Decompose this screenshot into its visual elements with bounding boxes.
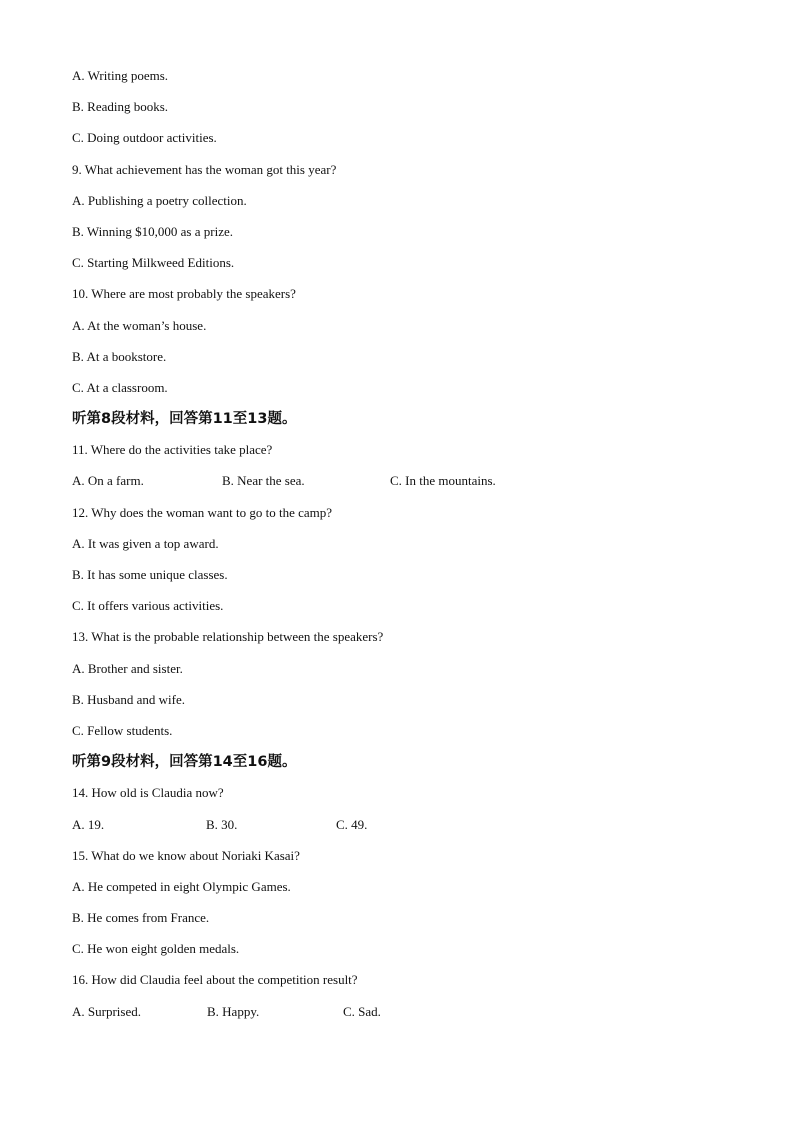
q11-options <box>72 471 752 502</box>
q13-question: 13. What is the probable relationship between the speakers? <box>72 629 384 645</box>
q13-option-b: B. Husband and wife. <box>72 691 186 707</box>
q13-option-c: C. Fellow students. <box>72 722 173 738</box>
q16-option-c: C. Sad. <box>343 1003 381 1019</box>
q8-option-b: B. Reading books. <box>72 99 169 115</box>
section-8-heading: 听第8段材料，回答第11至13题。 <box>72 411 297 428</box>
q8-option-a: A. Writing poems. <box>72 68 169 83</box>
q14-options <box>72 815 752 846</box>
q11-option-a: A. On a farm. <box>72 473 144 489</box>
q10-question: 10. Where are most probably the speakers? <box>72 286 296 302</box>
q14-option-b: B. 30. <box>206 816 238 832</box>
q12-option-c: C. It offers various activities. <box>72 598 224 614</box>
q9-option-b: B. Winning $10,000 as a prize. <box>72 223 233 239</box>
q11-option-c: C. In the mountains. <box>390 473 496 489</box>
q14-option-c: C. 49. <box>336 816 368 832</box>
q9-option-a: A. Publishing a poetry collection. <box>72 192 247 208</box>
q11-option-b: B. Near the sea. <box>222 473 305 489</box>
q9-option-c: C. Starting Milkweed Editions. <box>72 255 235 271</box>
q13-option-a: A. Brother and sister. <box>72 660 183 676</box>
q15-option-a: A. He competed in eight Olympic Games. <box>72 878 291 894</box>
q14-question: 14. How old is Claudia now? <box>72 785 224 801</box>
q15-option-c: C. He won eight golden medals. <box>72 941 240 957</box>
q16-options <box>72 1002 752 1033</box>
q12-question: 12. Why does the woman want to go to the camp? <box>72 504 333 520</box>
q12-option-a: A. It was given a top award. <box>72 535 219 551</box>
q16-option-b: B. Happy. <box>207 1003 260 1019</box>
section-9-heading: 听第9段材料，回答第14至16题。 <box>72 754 297 771</box>
q14-option-a: A. 19. <box>72 816 105 832</box>
q16-option-a: A. Surprised. <box>72 1003 141 1019</box>
q12-option-b: B. It has some unique classes. <box>72 567 228 582</box>
q10-option-c: C. At a classroom. <box>72 379 168 395</box>
q11-question: 11. Where do the activities take place? <box>72 442 273 458</box>
q15-option-b: B. He comes from France. <box>72 910 210 926</box>
document-page <box>72 66 752 1033</box>
q10-option-b: B. At a bookstore. <box>72 348 167 364</box>
q8-option-c: C. Doing outdoor activities. <box>72 130 217 146</box>
q9-question: 9. What achievement has the woman got this year? <box>72 161 337 177</box>
q15-question: 15. What do we know about Noriaki Kasai? <box>72 847 300 863</box>
q16-question: 16. How did Claudia feel about the competition result? <box>72 972 358 988</box>
q10-option-a: A. At the woman’s house. <box>72 317 207 333</box>
